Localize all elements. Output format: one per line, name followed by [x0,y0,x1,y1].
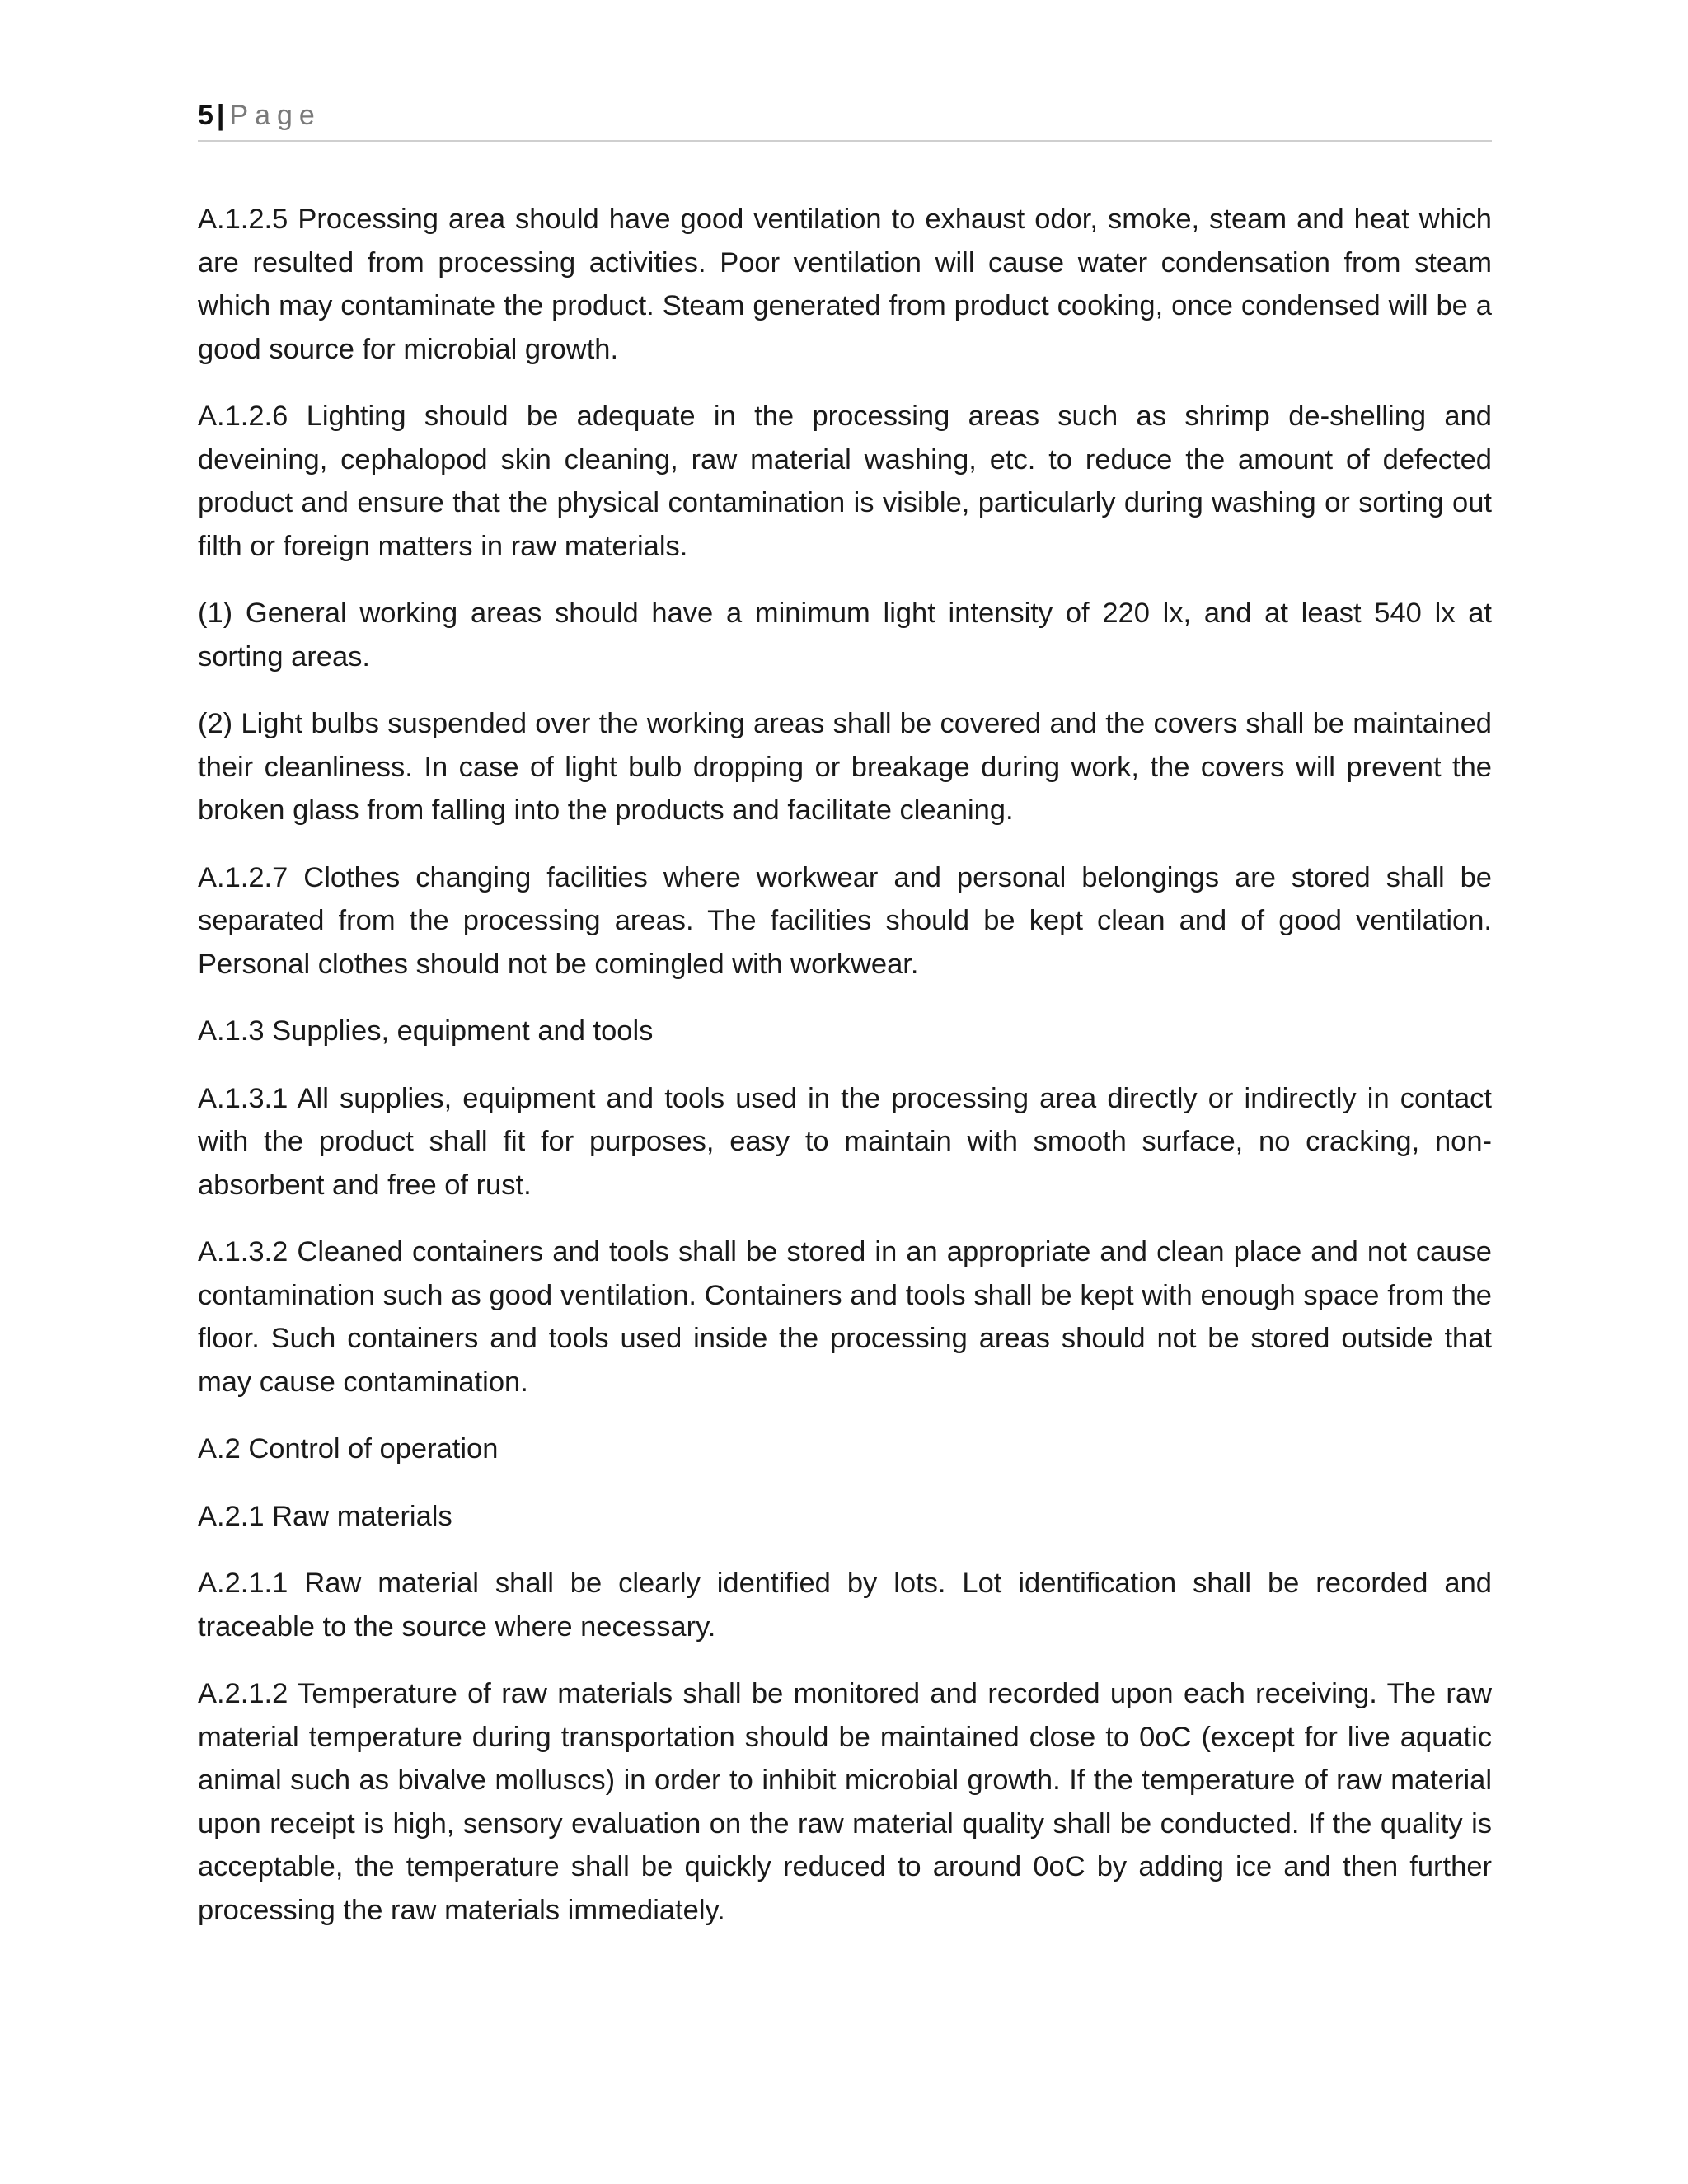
header-separator: | [216,100,225,131]
paragraph-a-1-3-1: A.1.3.1 All supplies, equipment and tools used in the processing area directly or indirectly in contact with the product shall fit for purposes, easy to maintain with smooth surface, no cracking, non-absorbent and free of rust. [198,1082,1492,1201]
paragraph-a-1-2-5: A.1.2.5 Processing area should have good ventilation to exhaust odor, smoke, steam and heat which are resulted from processing activities. Poor ventilation will cause water condensation from steam which may contaminate the product. Steam generated from product cooking, once condensed will be a good source for microbial growth. [198,204,1492,365]
heading-a-2: A.2 Control of operation [198,1433,499,1465]
paragraph-a-1-3-2: A.1.3.2 Cleaned containers and tools shall be stored in an appropriate and clean place and not cause contamination such as good ventilation. Containers and tools shall be kept with enough space from the floor. Such containers and tools used inside the processing areas should not be stored outside that may cause contamination. [198,1236,1492,1398]
paragraph-a-2-1-1: A.2.1.1 Raw material shall be clearly identified by lots. Lot identification shall be recorded and traceable to the source where necessary. [198,1568,1492,1643]
page-label: Page [229,100,321,131]
paragraph-a-2-1-2: A.2.1.2 Temperature of raw materials shall be monitored and recorded upon each receiving. The raw material temperature during transportation should be maintained close to 0oC (except for live aquatic animal such as bivalve molluscs) in order to inhibit microbial growth. If the temperature of raw material upon receipt is high, sensory evaluation on the raw material quality shall be conducted. If the quality is acceptable, the temperature shall be quickly reduced to around 0oC by adding ice and then further processing the raw materials immediately. [198,1678,1492,1926]
page-number: 5 [198,100,213,131]
paragraph-lighting-item-1: (1) General working areas should have a minimum light intensity of 220 lx, and at least 540 lx at sorting areas. [198,598,1492,673]
paragraph-a-1-2-6: A.1.2.6 Lighting should be adequate in the processing areas such as shrimp de-shelling and deveining, cephalopod skin cleaning, raw material washing, etc. to reduce the amount of defected product and ensure that the physical contamination is visible, particularly during washing or sorting out filth or foreign matters in raw materials. [198,401,1492,562]
page-header [198,97,1492,142]
paragraph-lighting-item-2: (2) Light bulbs suspended over the working areas shall be covered and the covers shall be maintained their cleanliness. In case of light bulb dropping or breakage during work, the covers will prevent the broken glass from falling into the products and facilitate cleaning. [198,708,1492,826]
document-body [198,198,1492,1956]
paragraph-a-1-2-7: A.1.2.7 Clothes changing facilities where workwear and personal belongings are stored shall be separated from the processing areas. The facilities should be kept clean and of good ventilation. Personal clothes should not be comingled with workwear. [198,861,1492,980]
heading-a-1-3: A.1.3 Supplies, equipment and tools [198,1015,654,1047]
heading-a-2-1: A.2.1 Raw materials [198,1500,452,1532]
